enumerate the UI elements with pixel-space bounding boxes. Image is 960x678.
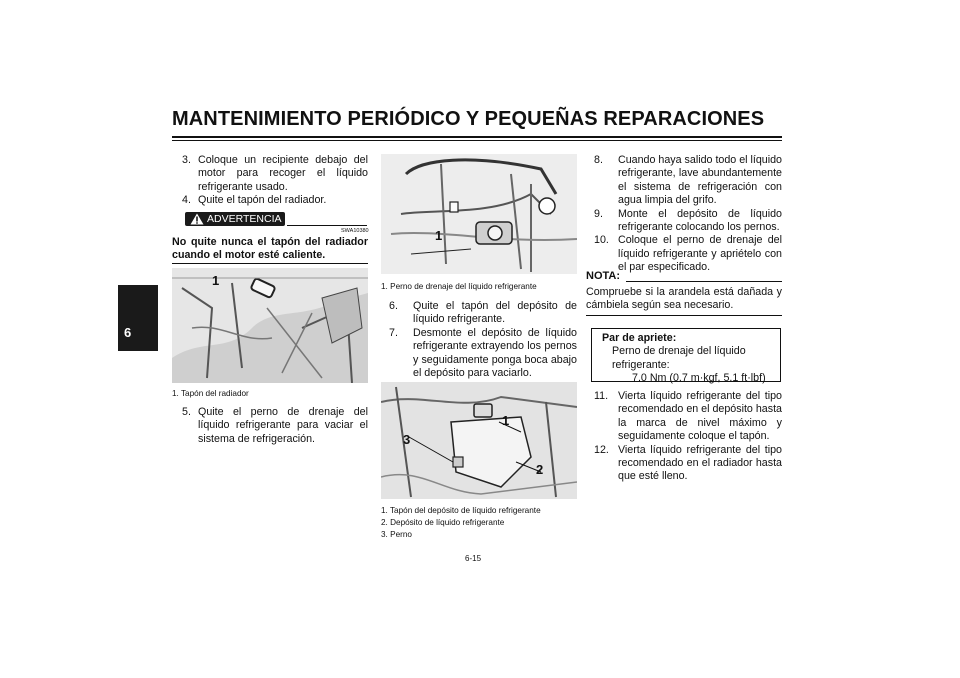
warning-label-box [185,212,285,226]
figure-callout: 1 [212,273,220,288]
torque-box-value: 7.0 Nm (0.7 m·kgf, 5.1 ft·lbf) [632,372,766,385]
step-item: 12. Vierta líquido refrigerante del tipo recomendado en el radiador hasta que esté lleno. [594,443,782,483]
figure-callout: 1 [502,413,510,428]
coolant-reservoir-photo [381,382,577,499]
step-item: 5. Quite el perno de drenaje del líquido refrigerante para vaciar el sistema de refrigeración. [182,406,368,445]
step-item: 4. Quite el tapón del radiador. [182,194,327,207]
chapter-tab-number: 6 [124,325,132,340]
radiator-cap-photo [172,268,368,383]
header-rule [172,136,782,138]
torque-spec-box [591,328,781,385]
page-header-title: MANTENIMIENTO PERIÓDICO Y PEQUEÑAS REPARACIONES [172,108,765,130]
note-end-rule [586,315,782,316]
figure-callout: 2 [536,462,544,477]
header-rule-thin [172,140,782,141]
chapter-tab [118,285,158,351]
step-item: 9. Monte el depósito de líquido refrigerante colocando los pernos. [594,207,782,234]
note-label: NOTA: [586,270,621,282]
step-item: 3. Coloque un recipiente debajo del motor para recoger el líquido refrigerante usado. [182,154,368,193]
warning-label: ADVERTENCIA [207,213,282,225]
step-item: 8. Cuando haya salido todo el líquido refrigerante, lave abundantemente el sistema de refrigeración con agua limpia del grifo. [594,154,782,207]
column-1-steps-2 [172,406,368,446]
warning-triangle-icon [190,213,204,225]
warning-rule [287,225,367,226]
torque-box-title: Par de apriete: [602,332,677,344]
step-item: 10. Coloque el perno de drenaje del líquido refrigerante y apriételo con el par especificado. [594,234,782,274]
figure-caption: 1. Perno de drenaje del líquido refrigerante [381,282,537,291]
step-item: 7. Desmonte el depósito de líquido refrigerante extrayendo los pernos y seguidamente ponga boca abajo el depósito para vaciarlo. [389,326,577,380]
column-1-steps [172,154,368,208]
drain-bolt-photo [381,154,577,274]
note-text: Compruebe si la arandela está dañada y cámbiela según sea necesario. [586,286,782,312]
figure-caption: 2. Depósito de líquido refrigerante [381,518,505,527]
figure-callout: 1 [435,228,443,243]
figure-caption: 1. Tapón del depósito de líquido refrigerante [381,506,541,515]
column-2-steps [381,300,577,380]
column-3-steps-2 [586,390,782,484]
column-3-steps [586,154,782,275]
warning-heading [185,212,367,226]
page-number: 6-15 [465,554,482,563]
figure-captions [381,505,581,541]
note-rule [626,281,782,282]
step-item: 11. Vierta líquido refrigerante del tipo recomendado en el depósito hasta la marca de nivel máximo y seguidamente coloque el tapón. [594,390,782,443]
step-item: 6. Quite el tapón del depósito de líquido refrigerante. [389,300,577,326]
figure-caption: 3. Perno [381,530,412,539]
warning-end-rule [172,263,368,264]
figure-caption: 1. Tapón del radiador [172,389,249,398]
torque-box-item: Perno de drenaje del líquido refrigerante: [612,345,746,371]
warning-text: No quite nunca el tapón del radiador cuando el motor esté caliente. [172,236,368,262]
warning-code: SWA10380 [341,228,369,234]
figure-callout: 3 [403,432,411,447]
